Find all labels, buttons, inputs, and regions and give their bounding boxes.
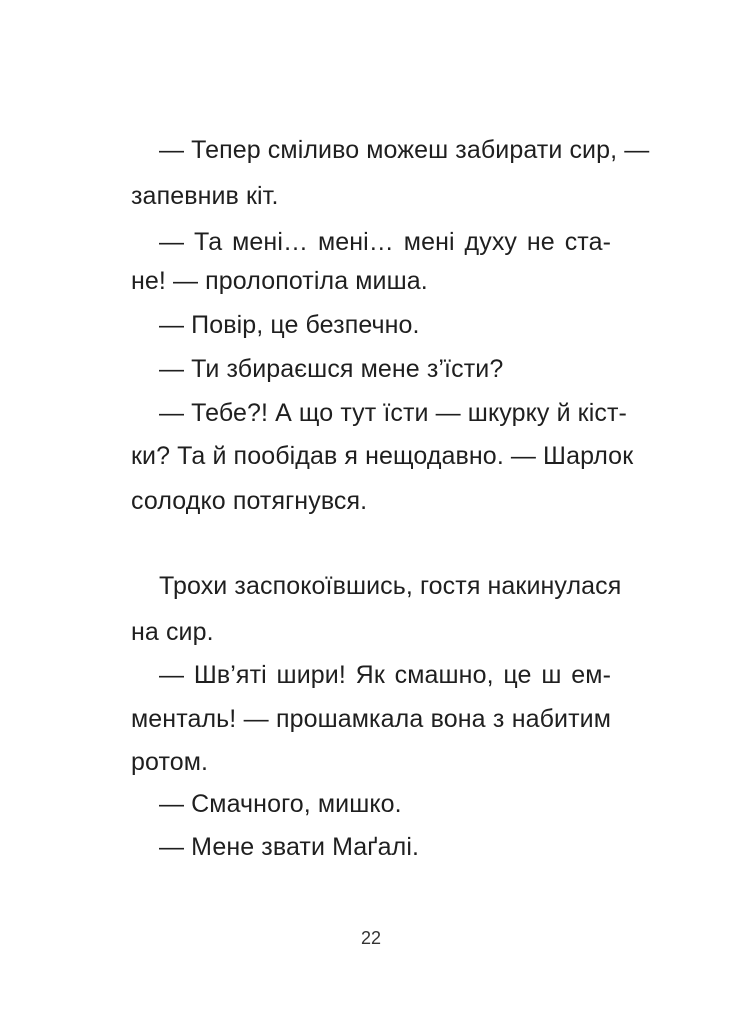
text-line: запевнив кіт. (131, 182, 279, 210)
text-line: Трохи заспокоївшись, гостя накинулася (159, 572, 622, 600)
page-number: 22 (360, 928, 382, 948)
text-line: не! — пролопотіла миша. (131, 267, 428, 295)
text-line: — Повір, це безпечно. (159, 311, 420, 339)
text-line: — Шв’яті шири! Як смашно, це ш ем- (159, 661, 611, 689)
text-line: ки? Та й пообідав я нещодавно. — Шарлок (131, 442, 634, 470)
text-line: — Та мені… мені… мені духу не ста- (159, 228, 611, 256)
text-line: менталь! — прошамкала вона з набитим (131, 705, 611, 733)
text-line: — Смачного, мишко. (159, 790, 402, 818)
text-line: — Тепер сміливо можеш забирати сир, — (159, 136, 650, 164)
text-line: ротом. (131, 748, 209, 776)
text-line: — Ти збираєшся мене з’їсти? (159, 355, 504, 383)
text-line: на сир. (131, 618, 214, 646)
text-line: — Мене звати Маґалі. (159, 833, 420, 861)
text-line: солодко потягнувся. (131, 487, 368, 515)
text-line: — Тебе?! А що тут їсти — шкурку й кіст- (159, 399, 627, 427)
